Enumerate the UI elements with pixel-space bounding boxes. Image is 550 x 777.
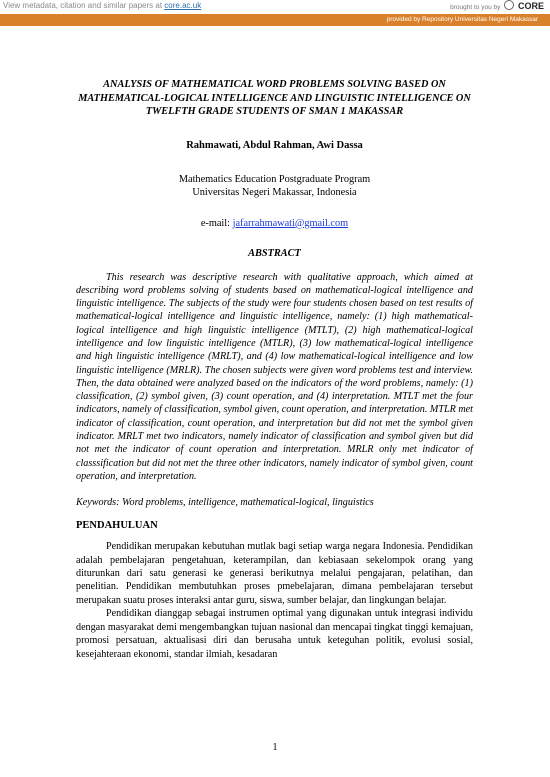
email-label: e-mail: — [200, 217, 233, 229]
paper-title: ANALYSIS OF MATHEMATICAL WORD PROBLEMS SOLVING BASED ON MATHEMATICAL-LOGICAL INTELLIGENCE AND LINGUISTIC INTELLIGENCE ON TWELFTH GRADE STUDENTS OF SMAN 1 MAKASSAR — [78, 79, 471, 117]
core-branding — [450, 0, 544, 11]
keywords-line: Keywords: Word problems, intelligence, mathematical-logical, linguistics — [76, 497, 374, 509]
core-logo-icon — [504, 0, 514, 10]
core-metadata-label: View metadata, citation and similar papers at — [3, 1, 165, 10]
affiliation-program: Mathematics Education Postgraduate Program — [178, 173, 371, 185]
paper-email — [76, 218, 473, 229]
abstract-heading: ABSTRACT — [248, 247, 301, 259]
section-heading: PENDAHULUAN — [76, 520, 158, 532]
repository-bar — [0, 14, 550, 26]
core-link[interactable]: core.ac.uk — [164, 1, 202, 10]
paper-affiliation — [76, 173, 473, 199]
abstract-text: This research was descriptive research with qualitative approach, which aimed at describing word problems solving of students based on mathematical-logical intelligence and linguistic intelligence. The subjects of the study were four students chosen based on test results of mathematical-logical intelligence and linguistic intelligence, namely: (1) high mathematical-logical intelligence and high linguistic intelligence (MTLT), (2) high mathematical-logical intelligence and low linguistic intelligence (MTLR), (3) low mathematical-logical intelligence and high linguistic intelligence (MRLT), and (4) low mathematical-logical intelligence and low linguistic intelligence (MRLR). The chosen subjects were given word problems test and interview. Then, the data obtained were analyzed based on the indicators of the word problems, namely: (1) classification, (2) symbol given, (3) count operation, and (4) interpretation. MTLT met the four indicators, namely of classification, symbol given, count operation, and interpretation. MTLR met indicator of classification, count operation, and interpretation but did not met the symbol given indicator. MRLT met two indicators, namely indicator of classification and symbol given but did not met the indicator of count operation and interpretation. MRLR only met indicator of classsification but did not met the three other indicators, namely indicator of symbol given, count operation, and interpretation. — [76, 271, 473, 482]
paper-authors: Rahmawati, Abdul Rahman, Awi Dassa — [186, 139, 363, 151]
core-metadata-text — [3, 1, 201, 10]
core-logo-text[interactable]: CORE — [517, 1, 544, 11]
core-brought-label: brought to you by — [450, 4, 501, 11]
email-link[interactable]: jafarrahmawati@gmail.com — [232, 217, 349, 229]
repository-provided-by[interactable]: provided by Repository Universitas Negeri Makassar — [386, 16, 538, 23]
affiliation-university: Universitas Negeri Makassar, Indonesia — [192, 186, 357, 198]
intro-paragraph-1: Pendidikan merupakan kebutuhan mutlak bagi setiap warga negara Indonesia. Pendidikan adalah pembelajaran pengetahuan, keterampilan, dan kebiasaan sekelompok orang yang diturunkan dari satu generasi ke generasi berikutnya melalui pengajaran, pelatihan, dan penelitian. Pendidikan membutuhkan proses pmebelajaran, dimana pembelajaran tersebut merupakan suatu proses interaksi antar guru, siswa, sumber belajar, dan lingkungan belajar. — [76, 541, 473, 606]
intro-paragraph-2: Pendidikan dianggap sebagai instrumen optimal yang digunakan untuk integrasi individu dengan masyarakat demi mengembangkan tujuan nasional dan mencapai tingkat tinggi kemajuan, promosi persatuan, aktualisasi diri dan berusaha untuk keteguhan politik, evolusi sosial, kesejahteraan ekonomi, standar ilmiah, kesadaran — [76, 608, 473, 660]
paper-page — [76, 78, 473, 661]
core-header-bar — [0, 0, 550, 12]
page-number: 1 — [272, 742, 278, 753]
